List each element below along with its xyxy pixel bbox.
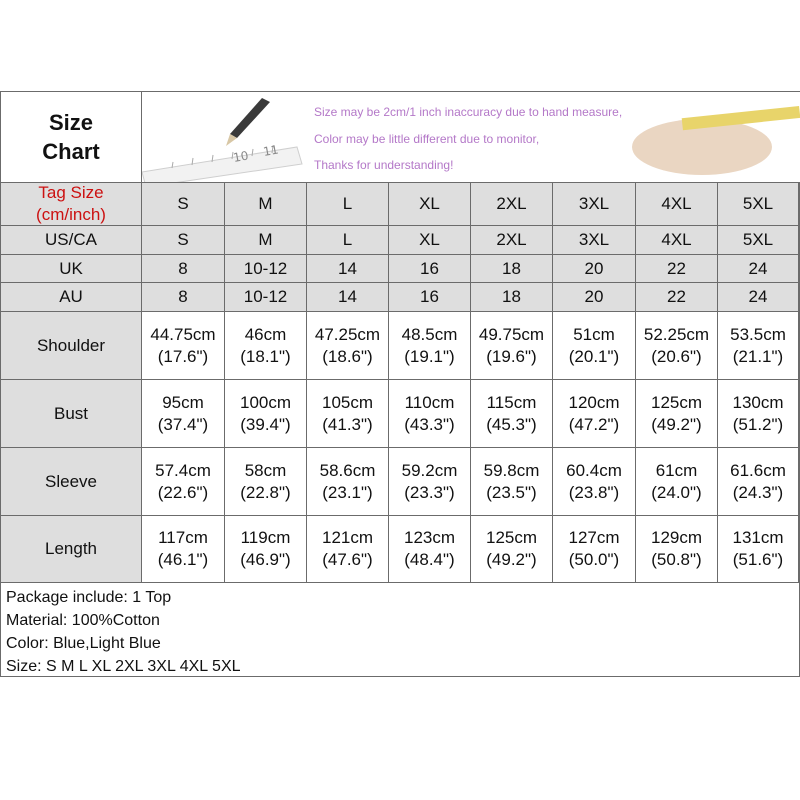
- measurement-cell: 10-12: [225, 255, 307, 283]
- pencil-icon: [226, 98, 270, 146]
- measurement-cell: XL: [389, 226, 471, 255]
- measurement-cell: 14: [307, 283, 389, 312]
- measurement-cell: 61.6cm (24.3"): [718, 448, 799, 516]
- measurement-cell: 125cm (49.2"): [471, 516, 553, 583]
- measurement-banner: [142, 92, 800, 183]
- measurement-cell: 48.5cm (19.1"): [389, 312, 471, 380]
- measurement-cell: 4XL: [636, 226, 718, 255]
- size-header-cell: 5XL: [718, 183, 799, 226]
- ruler-number: 10: [232, 148, 250, 165]
- measurement-cell: 3XL: [553, 226, 636, 255]
- measurement-cell: 58cm (22.8"): [225, 448, 307, 516]
- measurement-cell: L: [307, 226, 389, 255]
- measurement-cell: 119cm (46.9"): [225, 516, 307, 583]
- ruler-number: 11: [262, 142, 280, 159]
- measurement-cell: 47.25cm (18.6"): [307, 312, 389, 380]
- measurement-cell: 24: [718, 283, 799, 312]
- measurement-cell: 24: [718, 255, 799, 283]
- measurement-cell: 51cm (20.1"): [553, 312, 636, 380]
- measurement-cell: 16: [389, 283, 471, 312]
- measurement-cell: 115cm (45.3"): [471, 380, 553, 448]
- footer-package: Package include: 1 Top: [6, 589, 172, 606]
- measurement-cell: 125cm (49.2"): [636, 380, 718, 448]
- measurement-cell: 95cm (37.4"): [142, 380, 225, 448]
- row-label-usca: US/CA: [1, 226, 142, 255]
- size-header-cell: 4XL: [636, 183, 718, 226]
- tape-measure-hand-icon: [632, 106, 800, 175]
- size-header-cell: S: [142, 183, 225, 226]
- measurement-cell: 60.4cm (23.8"): [553, 448, 636, 516]
- row-label-au: AU: [1, 283, 142, 312]
- measurement-cell: 46cm (18.1"): [225, 312, 307, 380]
- footer-sizes: Size: S M L XL 2XL 3XL 4XL 5XL: [6, 658, 241, 675]
- measurement-cell: 123cm (48.4"): [389, 516, 471, 583]
- measurement-cell: 129cm (50.8"): [636, 516, 718, 583]
- measurement-cell: 49.75cm (19.6"): [471, 312, 553, 380]
- measurement-cell: 121cm (47.6"): [307, 516, 389, 583]
- note-line-color: Color may be little different due to monitor,: [314, 132, 540, 146]
- measurement-cell: 18: [471, 255, 553, 283]
- size-header-cell: 3XL: [553, 183, 636, 226]
- size-header-cell: L: [307, 183, 389, 226]
- measurement-cell: 117cm (46.1"): [142, 516, 225, 583]
- measurement-cell: 18: [471, 283, 553, 312]
- measurement-cell: 10-12: [225, 283, 307, 312]
- measurement-cell: 52.25cm (20.6"): [636, 312, 718, 380]
- row-label-shoulder: Shoulder: [1, 312, 142, 380]
- row-label-sleeve: Sleeve: [1, 448, 142, 516]
- note-line-thanks: Thanks for understanding!: [314, 158, 454, 172]
- size-chart-table: [0, 91, 800, 677]
- measurement-cell: 44.75cm (17.6"): [142, 312, 225, 380]
- measurement-cell: S: [142, 226, 225, 255]
- measurement-cell: 130cm (51.2"): [718, 380, 799, 448]
- footer-color: Color: Blue,Light Blue: [6, 635, 161, 652]
- tag-size-label: Tag Size (cm/inch): [1, 183, 142, 226]
- measurement-cell: 58.6cm (23.1"): [307, 448, 389, 516]
- product-info: [1, 583, 799, 676]
- measurement-cell: 53.5cm (21.1"): [718, 312, 799, 380]
- measurement-cell: 8: [142, 255, 225, 283]
- note-line-inaccuracy: Size may be 2cm/1 inch inaccuracy due to hand measure,: [314, 105, 623, 119]
- measurement-cell: 2XL: [471, 226, 553, 255]
- row-label-uk: UK: [1, 255, 142, 283]
- measurement-cell: 105cm (41.3"): [307, 380, 389, 448]
- footer-material: Material: 100%Cotton: [6, 612, 160, 629]
- measurement-cell: 20: [553, 283, 636, 312]
- size-chart-title: Size Chart: [1, 92, 142, 183]
- measurement-cell: 57.4cm (22.6"): [142, 448, 225, 516]
- measurement-cell: 14: [307, 255, 389, 283]
- measurement-cell: 131cm (51.6"): [718, 516, 799, 583]
- measurement-cell: 5XL: [718, 226, 799, 255]
- measurement-cell: 61cm (24.0"): [636, 448, 718, 516]
- measurement-cell: 20: [553, 255, 636, 283]
- measurement-cell: 120cm (47.2"): [553, 380, 636, 448]
- measurement-cell: 59.2cm (23.3"): [389, 448, 471, 516]
- measurement-cell: 59.8cm (23.5"): [471, 448, 553, 516]
- measurement-cell: 100cm (39.4"): [225, 380, 307, 448]
- measurement-cell: 110cm (43.3"): [389, 380, 471, 448]
- row-label-length: Length: [1, 516, 142, 583]
- measurement-cell: 8: [142, 283, 225, 312]
- measurement-cell: M: [225, 226, 307, 255]
- measurement-cell: 22: [636, 283, 718, 312]
- size-header-cell: XL: [389, 183, 471, 226]
- measurement-cell: 127cm (50.0"): [553, 516, 636, 583]
- size-header-cell: 2XL: [471, 183, 553, 226]
- row-label-bust: Bust: [1, 380, 142, 448]
- measurement-cell: 22: [636, 255, 718, 283]
- size-header-cell: M: [225, 183, 307, 226]
- measurement-cell: 16: [389, 255, 471, 283]
